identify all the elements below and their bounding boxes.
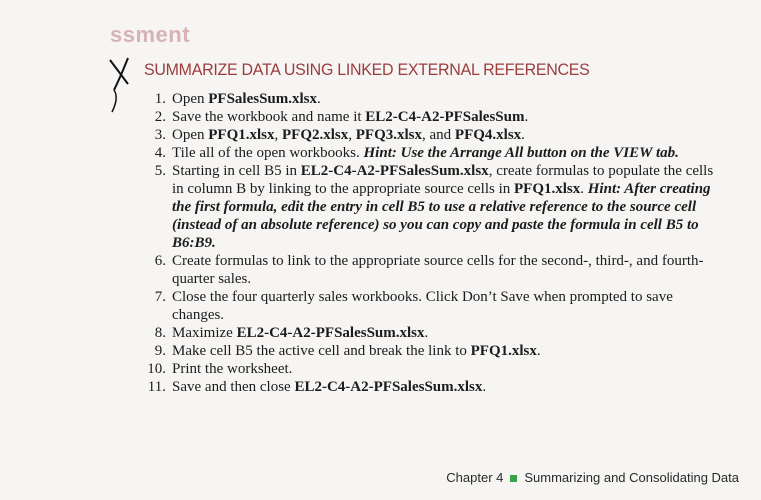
- step-item: 10. Print the worksheet.: [147, 361, 293, 377]
- step-item: 7. Close the four quarterly sales workbooks. Click Don’t Save when prompted to save changes.: [154, 289, 673, 323]
- step-item: 8. Maximize EL2-C4-A2-PFSalesSum.xlsx.: [154, 325, 429, 341]
- step-item: 1. Open PFSalesSum.xlsx.: [154, 91, 321, 107]
- handwritten-check-mark-icon: [104, 50, 144, 120]
- page-header-fragment: ssment: [110, 22, 191, 47]
- section-title: SUMMARIZE DATA USING LINKED EXTERNAL REFERENCES: [144, 60, 590, 79]
- step-item: 3. Open PFQ1.xlsx, PFQ2.xlsx, PFQ3.xlsx, and PFQ4.xlsx.: [154, 127, 525, 143]
- step-item: 6. Create formulas to link to the appropriate source cells for the second-, third-, and fourth-quarter sales.: [154, 253, 704, 287]
- footer-title: Summarizing and Consolidating Data: [524, 470, 739, 485]
- page-footer: [446, 470, 739, 485]
- step-item: 4. Tile all of the open workbooks. Hint: Use the Arrange All button on the VIEW tab.: [154, 145, 679, 161]
- step-item: 11. Save and then close EL2-C4-A2-PFSalesSum.xlsx.: [147, 379, 487, 395]
- instruction-steps: [144, 90, 724, 396]
- step-item: 5. Starting in cell B5 in EL2-C4-A2-PFSalesSum.xlsx, create formulas to populate the cells in column B by linking to the appropriate source cells in PFQ1.xlsx. Hint: After creating the first formula, edit the entry in cell B5 to use a relative reference to the source cell (instead of an absolute reference) so you can copy and paste the formula in cell B5 to B6:B9.: [154, 163, 714, 251]
- step-item: 9. Make cell B5 the active cell and break the link to PFQ1.xlsx.: [154, 343, 541, 359]
- green-square-icon: [510, 475, 517, 482]
- footer-chapter: Chapter 4: [446, 470, 504, 485]
- step-item: 2. Save the workbook and name it EL2-C4-A2-PFSalesSum.: [154, 109, 529, 125]
